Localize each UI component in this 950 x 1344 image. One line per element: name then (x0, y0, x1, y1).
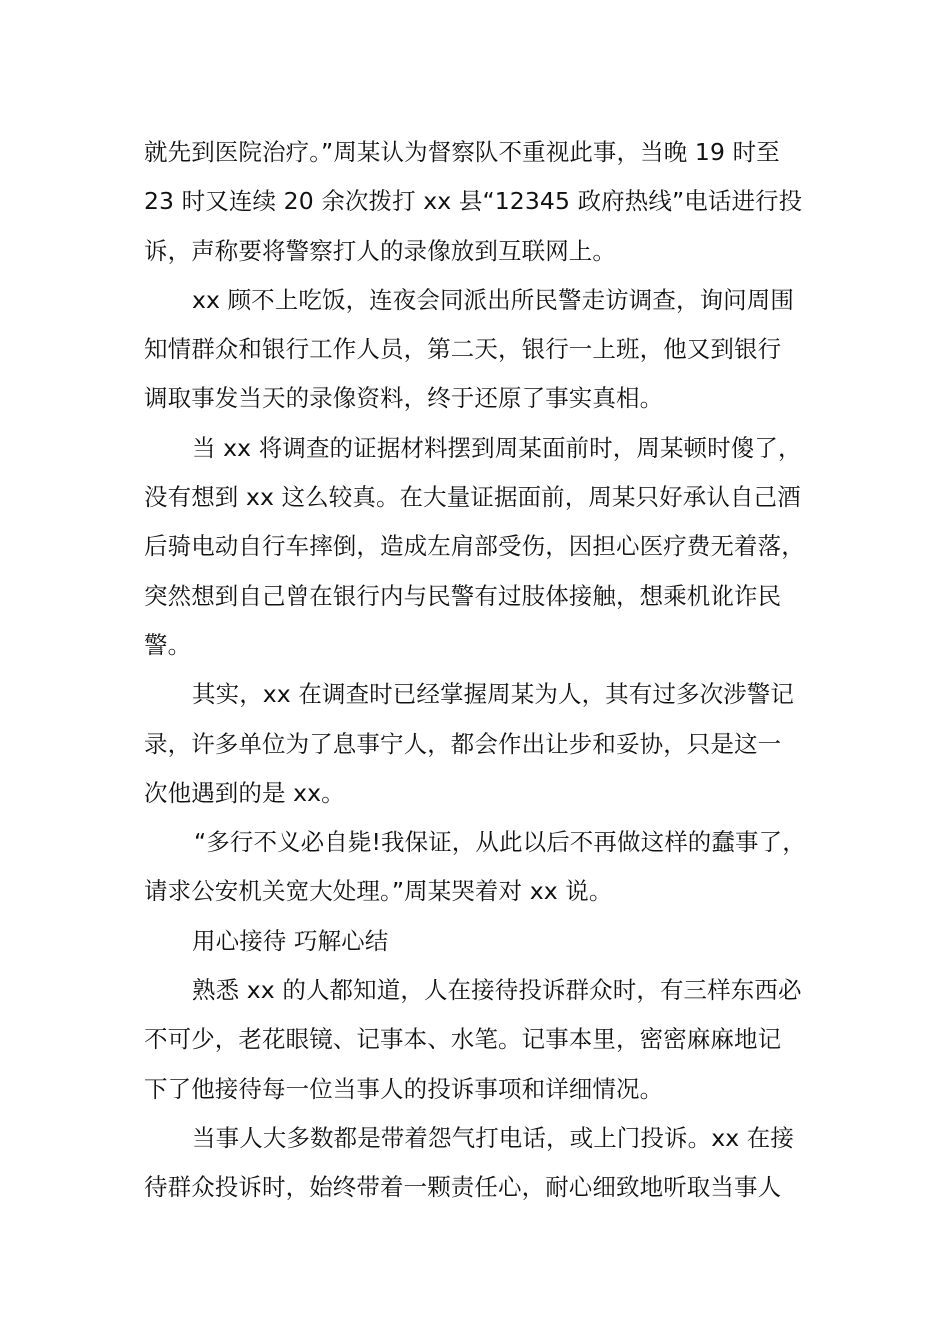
text-line: 知情群众和银行工作人员，第二天，银行一上班，他又到银行 (144, 335, 782, 364)
paragraph-first-line: 当 xx 将调查的证据材料摆到周某面前时，周某顿时傻了， (192, 433, 802, 462)
quote-first-line: “多行不义必自毙!我保证，从此以后不再做这样的蠢事了， (194, 828, 806, 857)
text-line: 23 时又连续 20 余次拨打 xx 县“12345 政府热线”电话进行投 (144, 187, 803, 216)
body-text (144, 128, 824, 1213)
text-line: 就先到医院治疗。”周某认为督察队不重视此事，当晚 19 时至 (144, 138, 780, 166)
text-line: 请求公安机关宽大处理。”周某哭着对 xx 说。 (144, 877, 613, 906)
text-line: 警。 (144, 630, 192, 659)
text-line: 后骑电动自行车摔倒，造成左肩部受伤，因担心医疗费无着落， (144, 532, 805, 561)
section-heading: 用心接待 巧解心结 (192, 926, 389, 955)
text-line: 不可少，老花眼镜、记事本、水笔。记事本里，密密麻麻地记 (144, 1025, 782, 1054)
text-line: 突然想到自己曾在银行内与民警有过肢体接触，想乘机讹诈民 (144, 581, 782, 610)
paragraph-first-line: 熟悉 xx 的人都知道，人在接待投诉群众时，有三样东西必 (192, 976, 802, 1005)
paragraph-first-line: 其实，xx 在调查时已经掌握周某为人，其有过多次涉警记 (192, 680, 794, 709)
text-line: 次他遇到的是 xx。 (144, 778, 345, 807)
text-line: 调取事发当天的录像资料，终于还原了事实真相。 (144, 384, 664, 413)
text-line: 下了他接待每一位当事人的投诉事项和详细情况。 (144, 1074, 664, 1103)
paragraph-first-line: 当事人大多数都是带着怨气打电话，或上门投诉。xx 在接 (192, 1123, 794, 1152)
text-line: 没有想到 xx 这么较真。在大量证据面前，周某只好承认自己酒 (144, 483, 801, 512)
text-line: 录，许多单位为了息事宁人，都会作出让步和妥协，只是这一 (144, 729, 782, 758)
paragraph-first-line: xx 顾不上吃饭，连夜会同派出所民警走访调查，询问周围 (192, 285, 794, 314)
text-line: 诉，声称要将警察打人的录像放到互联网上。 (144, 236, 616, 265)
text-line: 待群众投诉时，始终带着一颗责任心，耐心细致地听取当事人 (144, 1173, 782, 1202)
